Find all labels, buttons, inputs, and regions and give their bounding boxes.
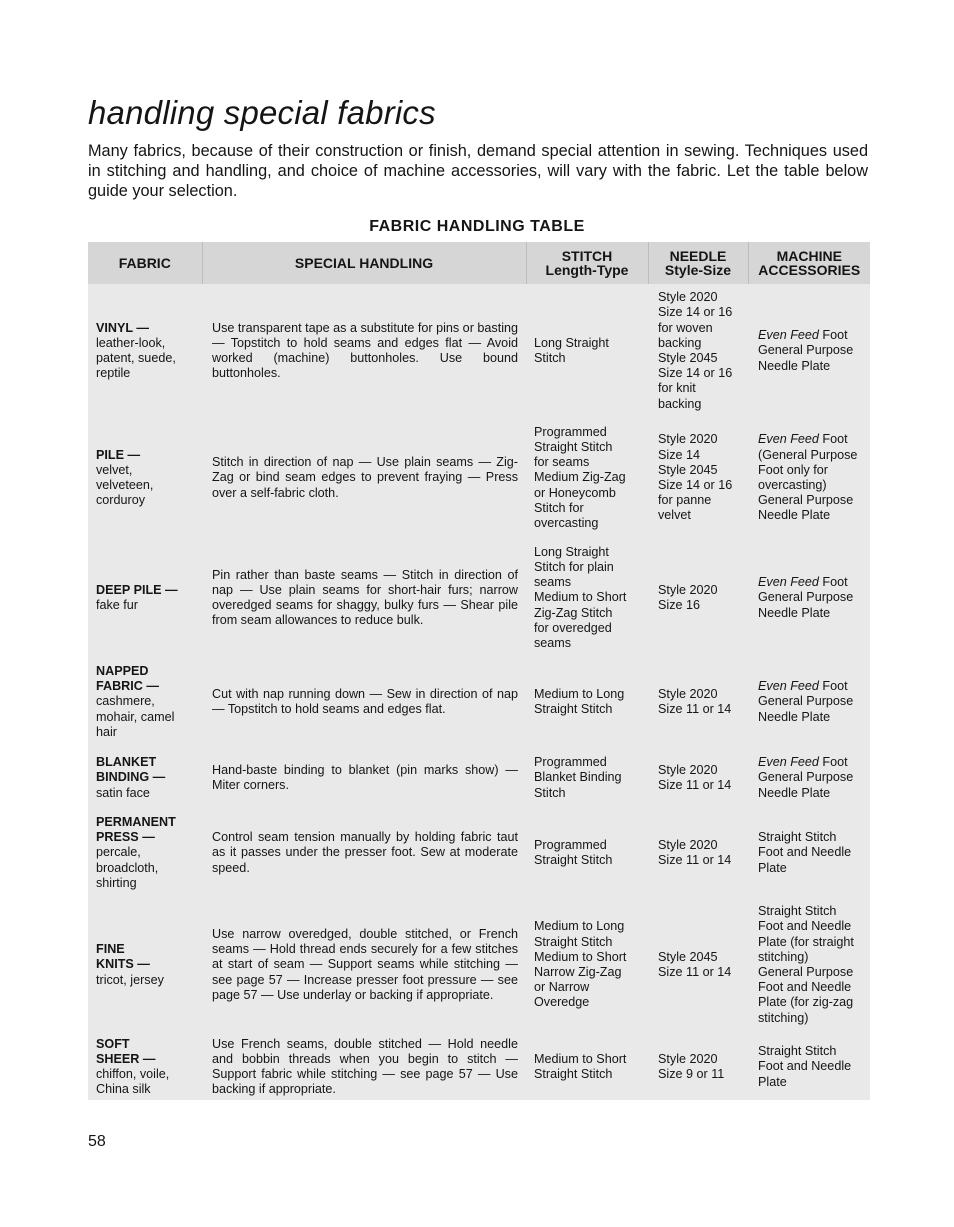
accessory-text: Foot General Purpose Needle Plate bbox=[758, 328, 854, 373]
fabric-cell bbox=[88, 810, 202, 896]
table-row bbox=[88, 418, 870, 538]
accessory-text: Straight Stitch Foot and Needle Plate bbox=[758, 830, 852, 875]
table-row bbox=[88, 1034, 870, 1100]
fabric-name: DEEP PILE — bbox=[96, 582, 178, 597]
page-number: 58 bbox=[88, 1133, 106, 1150]
fabric-handling-table bbox=[88, 242, 870, 1100]
fabric-name: VINYL — bbox=[96, 320, 149, 335]
fabric-description: velvet, velveteen, corduroy bbox=[96, 462, 154, 508]
fabric-cell bbox=[88, 538, 202, 658]
needle-cell: Style 2020 Size 16 bbox=[658, 582, 718, 612]
fabric-description: tricot, jersey bbox=[96, 972, 164, 987]
stitch-cell: Long Straight Stitch bbox=[534, 335, 609, 365]
fabric-description: chiffon, voile, China silk bbox=[96, 1067, 170, 1097]
needle-cell: Style 2020 Size 11 or 14 bbox=[658, 837, 732, 867]
header-needle: NEEDLE Style-Size bbox=[648, 242, 748, 284]
needle-cell: Style 2045 Size 11 or 14 bbox=[658, 949, 732, 979]
fabric-name: PERMANENT PRESS — bbox=[96, 814, 176, 845]
accessory-italic: Even Feed bbox=[758, 679, 819, 694]
accessory-italic: Even Feed bbox=[758, 575, 819, 590]
special-handling-cell: Stitch in direction of nap — Use plain seams — Zig-Zag or bind seam edges to prevent fraying — Press over a self-fabric cloth. bbox=[212, 455, 518, 500]
accessory-italic: Even Feed bbox=[758, 432, 819, 447]
accessories-cell bbox=[748, 1034, 870, 1100]
table-row bbox=[88, 810, 870, 896]
accessory-text: Foot (General Purpose Foot only for overcasting) General Purpose Needle Plate bbox=[758, 432, 858, 523]
fabric-name: SOFT SHEER — bbox=[96, 1036, 156, 1066]
needle-cell: Style 2020 Size 14 Style 2045 Size 14 or 16 for panne velvet bbox=[658, 432, 733, 523]
fabric-description: percale, broadcloth, shirting bbox=[96, 845, 159, 890]
accessory-text: Foot General Purpose Needle Plate bbox=[758, 575, 854, 620]
table-row bbox=[88, 284, 870, 418]
fabric-table-container bbox=[88, 242, 870, 1100]
special-handling-cell: Control seam tension manually by holding fabric taut as it passes under the presser foot. Sew at moderate speed. bbox=[212, 830, 518, 875]
stitch-cell: Programmed Straight Stitch for seams Medium Zig-Zag or Honeycomb Stitch for overcasting bbox=[534, 424, 626, 530]
table-row bbox=[88, 658, 870, 746]
accessory-italic: Even Feed bbox=[758, 328, 819, 343]
table-row bbox=[88, 746, 870, 810]
stitch-cell: Medium to Short Straight Stitch bbox=[534, 1051, 627, 1081]
accessories-cell bbox=[748, 810, 870, 896]
accessories-cell bbox=[748, 538, 870, 658]
fabric-cell bbox=[88, 418, 202, 538]
accessories-cell bbox=[748, 746, 870, 810]
accessories-cell bbox=[748, 896, 870, 1034]
header-fabric: FABRIC bbox=[88, 242, 202, 284]
accessory-text: Straight Stitch Foot and Needle Plate bbox=[758, 1044, 852, 1089]
header-machine-accessories: MACHINE ACCESSORIES bbox=[748, 242, 870, 284]
fabric-description: satin face bbox=[96, 785, 150, 800]
fabric-cell bbox=[88, 658, 202, 746]
stitch-cell: Long Straight Stitch for plain seams Medium to Short Zig-Zag Stitch for overedged seams bbox=[534, 544, 627, 650]
fabric-cell bbox=[88, 284, 202, 418]
table-row bbox=[88, 538, 870, 658]
stitch-cell: Medium to Long Straight Stitch Medium to Short Narrow Zig-Zag or Narrow Overedge bbox=[534, 919, 627, 1010]
accessory-text: Foot General Purpose Needle Plate bbox=[758, 755, 854, 800]
stitch-cell: Programmed Straight Stitch bbox=[534, 837, 613, 867]
accessories-cell bbox=[748, 418, 870, 538]
fabric-description: fake fur bbox=[96, 598, 138, 612]
special-handling-cell: Use narrow overedged, double stitched, or French seams — Hold thread ends securely for a few stitches at start of seam — Support seams while stitching — see page 57 — Increase presser foot pressure — see page 57 — Use underlay or backing if appropriate. bbox=[212, 926, 518, 1002]
fabric-cell bbox=[88, 1034, 202, 1100]
fabric-name: BLANKET BINDING — bbox=[96, 755, 166, 785]
special-handling-cell: Hand-baste binding to blanket (pin marks show) — Miter corners. bbox=[212, 762, 518, 792]
special-handling-cell: Use French seams, double stitched — Hold needle and bobbin threads when you begin to stitch — Support fabric while stitching — see page 57 — Use backing if appropriate. bbox=[212, 1036, 518, 1097]
stitch-cell: Programmed Blanket Binding Stitch bbox=[534, 755, 622, 800]
needle-cell: Style 2020 Size 14 or 16 for woven backing Style 2045 Size 14 or 16 for knit backing bbox=[658, 290, 733, 411]
accessories-cell bbox=[748, 284, 870, 418]
stitch-cell: Medium to Long Straight Stitch bbox=[534, 686, 625, 716]
table-row bbox=[88, 896, 870, 1034]
special-handling-cell: Cut with nap running down — Sew in direction of nap — Topstitch to hold seams and edges flat. bbox=[212, 686, 518, 716]
header-special-handling: SPECIAL HANDLING bbox=[202, 242, 526, 284]
header-stitch: STITCH Length-Type bbox=[526, 242, 648, 284]
fabric-name: NAPPED FABRIC — bbox=[96, 663, 159, 694]
page-title: handling special fabrics bbox=[88, 94, 436, 131]
fabric-name: PILE — bbox=[96, 447, 141, 462]
accessories-cell bbox=[748, 658, 870, 746]
needle-cell: Style 2020 Size 11 or 14 bbox=[658, 686, 732, 716]
accessory-text: Foot General Purpose Needle Plate bbox=[758, 679, 854, 724]
needle-cell: Style 2020 Size 9 or 11 bbox=[658, 1051, 725, 1081]
fabric-description: cashmere, mohair, camel hair bbox=[96, 694, 175, 739]
special-handling-cell: Pin rather than baste seams — Stitch in direction of nap — Use plain seams for short-hair furs; narrow overedged seams for shaggy, bulky furs — Shear pile from seam allowances to reduce bulk. bbox=[212, 567, 518, 628]
table-title: FABRIC HANDLING TABLE bbox=[369, 218, 585, 235]
accessory-text: Straight Stitch Foot and Needle Plate (for straight stitching) General Purpose Foot and Needle Plate (for zig-zag stitching) bbox=[758, 904, 854, 1025]
fabric-description: leather-look, patent, suede, reptile bbox=[96, 335, 176, 381]
fabric-cell bbox=[88, 896, 202, 1034]
needle-cell: Style 2020 Size 11 or 14 bbox=[658, 762, 732, 792]
intro-paragraph: Many fabrics, because of their construction or finish, demand special attention in sewing. Techniques used in stitching and handling, and choice of machine accessories, will vary with the fabric. Let the table below guide your selection. bbox=[88, 142, 868, 200]
fabric-name: FINE KNITS — bbox=[96, 942, 150, 972]
accessory-italic: Even Feed bbox=[758, 755, 819, 770]
fabric-cell bbox=[88, 746, 202, 810]
table-header-row bbox=[88, 242, 870, 284]
special-handling-cell: Use transparent tape as a substitute for pins or basting — Topstitch to hold seams and edges flat — Avoid worked (machine) buttonholes. Use bound buttonholes. bbox=[212, 320, 518, 381]
